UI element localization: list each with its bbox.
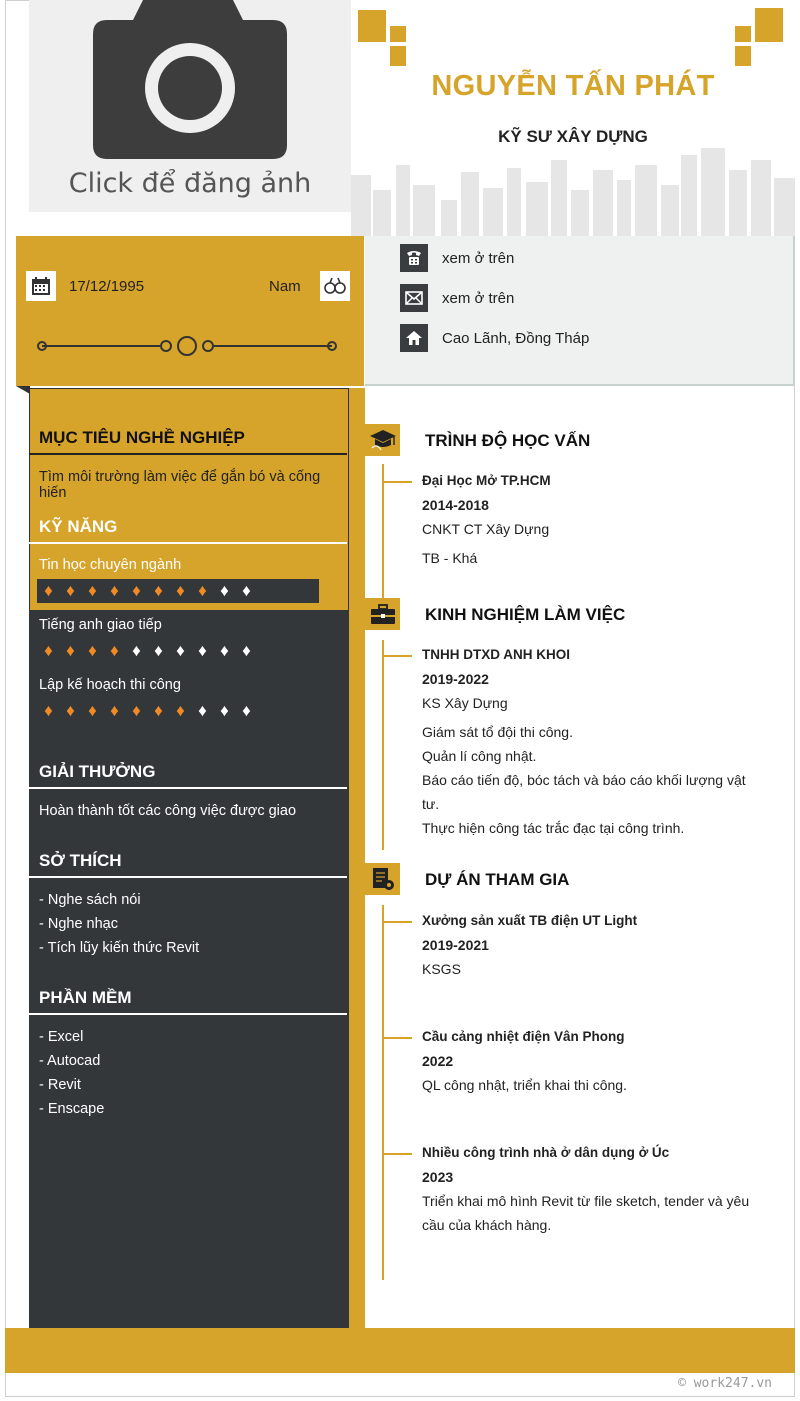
timeline-tick	[382, 921, 412, 923]
rating-diamond-filled: ♦	[132, 701, 141, 720]
project-description: Triển khai mô hình Revit từ file sketch, tender và yêu	[422, 1193, 750, 1209]
rating-diamond-empty: ♦	[198, 641, 207, 660]
awards-title: GIẢI THƯỞNG	[39, 762, 156, 781]
city-skyline-decoration	[351, 0, 795, 236]
contact-box	[365, 236, 795, 386]
projects-title: DỰ ÁN THAM GIA	[425, 870, 570, 889]
phone-value: xem ở trên	[442, 249, 515, 267]
job-title: KỸ SƯ XÂY DỰNG	[498, 127, 648, 146]
software-title: PHẦN MỀM	[39, 988, 132, 1007]
rating-diamond-filled: ♦	[110, 581, 119, 600]
experience-line: Giám sát tổ đội thi công.	[422, 724, 573, 740]
experience-title: KINH NGHIỆM LÀM VIỆC	[425, 605, 626, 624]
rating-diamond-filled: ♦	[154, 581, 163, 600]
rating-diamond-filled: ♦	[66, 641, 75, 660]
photo-upload[interactable]	[29, 0, 351, 212]
rating-diamond-filled: ♦	[66, 581, 75, 600]
software-item: - Enscape	[39, 1101, 105, 1117]
contact-phone	[400, 244, 514, 272]
project-period: 2022	[422, 1053, 454, 1069]
rating-diamond-empty: ♦	[220, 641, 229, 660]
projects-timeline	[382, 905, 384, 1280]
rating-diamond-empty: ♦	[242, 641, 251, 660]
rating-diamond-empty: ♦	[176, 641, 185, 660]
skill-name: Lập kế hoạch thi công	[39, 677, 181, 693]
education-grade: TB - Khá	[422, 550, 478, 566]
experience-line: Thực hiện công tác trắc đạc tại công trình.	[422, 820, 685, 836]
experience-line: Quản lí công nhật.	[422, 748, 537, 764]
objective-text: Tìm môi trường làm việc để gắn bó và cống hiến	[39, 469, 321, 501]
education-title: TRÌNH ĐỘ HỌC VẤN	[425, 431, 591, 450]
rating-diamond-filled: ♦	[198, 581, 207, 600]
education-timeline	[382, 464, 384, 598]
email-icon	[400, 284, 428, 312]
rating-diamond-filled: ♦	[176, 581, 185, 600]
objective-rule	[29, 453, 347, 455]
decorative-divider	[36, 333, 338, 359]
footer-bar	[5, 1328, 795, 1373]
skills-title: KỸ NĂNG	[39, 517, 118, 536]
awards-rule	[29, 787, 347, 789]
home-icon	[400, 324, 428, 352]
photo-upload-label: Click để đăng ảnh	[68, 168, 312, 199]
project-name: Xưởng sản xuất TB điện UT Light	[422, 913, 638, 928]
address-value: Cao Lãnh, Đồng Tháp	[442, 329, 590, 347]
hobbies-title: SỞ THÍCH	[39, 851, 122, 870]
project-name: Cầu cảng nhiệt điện Vân Phong	[422, 1029, 625, 1044]
rating-diamond-filled: ♦	[44, 701, 53, 720]
contact-address	[400, 324, 589, 352]
software-rule	[29, 1013, 347, 1015]
rating-diamond-filled: ♦	[44, 581, 53, 600]
rating-diamond-filled: ♦	[110, 701, 119, 720]
rating-diamond-empty: ♦	[242, 701, 251, 720]
objective-title: MỤC TIÊU NGHỀ NGHIỆP	[39, 428, 245, 447]
timeline-tick	[382, 655, 412, 657]
education-period: 2014-2018	[422, 497, 489, 513]
personal-info-box	[16, 236, 364, 386]
education-major: CNKT CT Xây Dựng	[422, 521, 550, 537]
rating-diamond-filled: ♦	[44, 641, 53, 660]
header	[351, 0, 795, 236]
rating-diamond-filled: ♦	[154, 701, 163, 720]
camera-icon	[93, 0, 287, 160]
skill-rating	[39, 641, 256, 661]
skill-rating	[39, 701, 256, 721]
briefcase-icon	[365, 598, 400, 630]
software-item: - Revit	[39, 1077, 81, 1093]
rating-diamond-empty: ♦	[132, 641, 141, 660]
timeline-tick	[382, 1037, 412, 1039]
hobby-item: - Nghe sách nói	[39, 892, 141, 908]
software-item: - Autocad	[39, 1053, 101, 1069]
birthdate: 17/12/1995	[69, 278, 145, 295]
rating-diamond-filled: ♦	[88, 581, 97, 600]
software-item: - Excel	[39, 1029, 84, 1045]
graduation-cap-icon	[365, 424, 400, 456]
hobbies-rule	[29, 876, 347, 878]
project-period: 2019-2021	[422, 937, 489, 953]
experience-line: tư.	[422, 796, 440, 812]
project-period: 2023	[422, 1169, 454, 1185]
project-description: cầu của khách hàng.	[422, 1217, 552, 1233]
timeline-tick	[382, 1153, 412, 1155]
experience-company: TNHH DTXD ANH KHOI	[422, 647, 570, 662]
phone-icon	[400, 244, 428, 272]
rating-diamond-empty: ♦	[154, 641, 163, 660]
project-document-icon	[365, 863, 400, 895]
rating-diamond-filled: ♦	[110, 641, 119, 660]
education-school: Đại Học Mở TP.HCM	[422, 473, 551, 488]
hobby-item: - Tích lũy kiến thức Revit	[39, 940, 200, 956]
calendar-icon	[26, 271, 56, 301]
experience-line: Báo cáo tiến độ, bóc tách và báo cáo khối lượng vật	[422, 772, 746, 788]
rating-diamond-filled: ♦	[132, 581, 141, 600]
hobby-item: - Nghe nhạc	[39, 916, 118, 932]
rating-diamond-empty: ♦	[242, 581, 251, 600]
rating-diamond-filled: ♦	[88, 701, 97, 720]
gender-icon	[320, 271, 350, 301]
rating-diamond-empty: ♦	[220, 581, 229, 600]
experience-position: KS Xây Dựng	[422, 695, 508, 711]
gold-divider-strip	[349, 388, 365, 1328]
rating-diamond-empty: ♦	[198, 701, 207, 720]
skills-rule	[29, 542, 347, 544]
timeline-tick	[382, 481, 412, 483]
left-column	[29, 388, 349, 1328]
rating-diamond-filled: ♦	[66, 701, 75, 720]
skill-name: Tiếng anh giao tiếp	[39, 617, 162, 633]
rating-diamond-filled: ♦	[176, 701, 185, 720]
email-value: xem ở trên	[442, 289, 515, 307]
skill-name: Tin học chuyên ngành	[39, 557, 182, 573]
gender: Nam	[269, 278, 301, 295]
project-description: QL công nhật, triển khai thi công.	[422, 1077, 627, 1093]
awards-text: Hoàn thành tốt các công việc được giao	[39, 803, 297, 819]
rating-diamond-filled: ♦	[88, 641, 97, 660]
experience-period: 2019-2022	[422, 671, 489, 687]
project-description: KSGS	[422, 961, 461, 977]
copyright: © work247.vn	[678, 1376, 772, 1391]
candidate-name: NGUYỄN TẤN PHÁT	[431, 70, 715, 102]
skill-rating	[39, 581, 256, 601]
project-name: Nhiều công trình nhà ở dân dụng ở Úc	[422, 1145, 670, 1160]
experience-timeline	[382, 640, 384, 850]
rating-diamond-empty: ♦	[220, 701, 229, 720]
contact-email	[400, 284, 514, 312]
fold-corner	[16, 386, 30, 394]
